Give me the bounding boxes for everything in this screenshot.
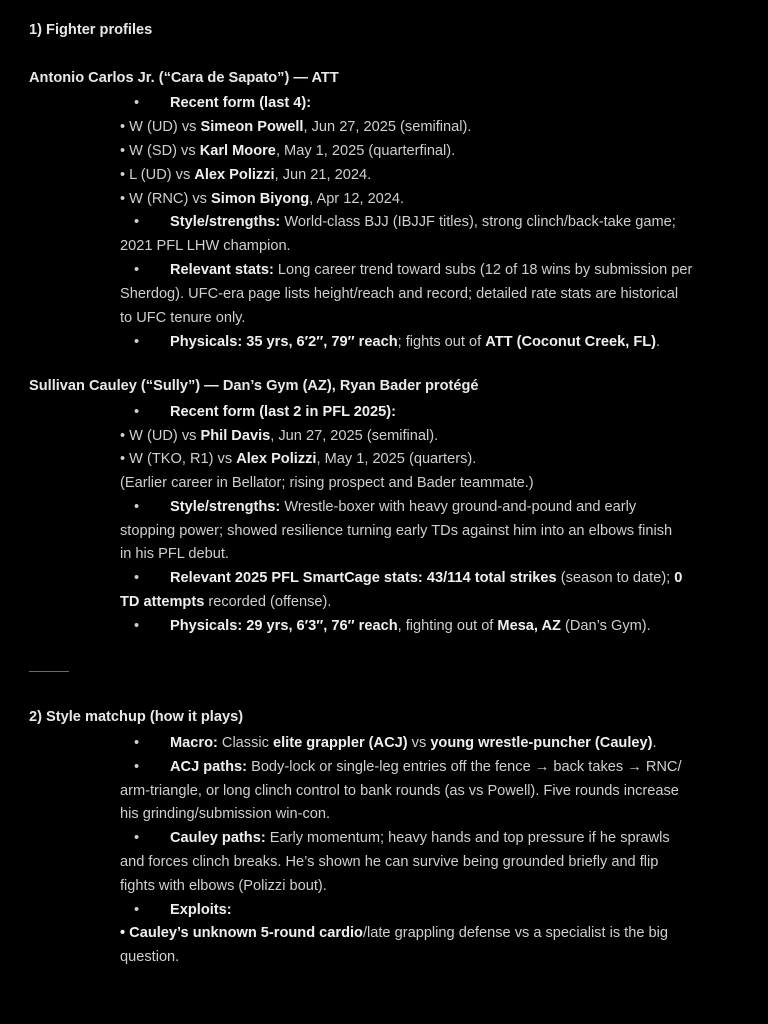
bullet: •: [134, 830, 140, 846]
matchup-acj: ACJ paths: Body-lock or single-leg entries off the fence → back takes → RNC/: [170, 759, 682, 775]
section-divider: [29, 671, 69, 672]
f1-result-2: • W (SD) vs Karl Moore, May 1, 2025 (quarterfinal).: [120, 143, 456, 159]
f1-style-cont: 2021 PFL LHW champion.: [120, 238, 291, 254]
f2-career-note: (Earlier career in Bellator; rising prospect and Bader teammate.): [120, 475, 534, 491]
exploit-1: • Cauley’s unknown 5-round cardio/late grappling defense vs a specialist is the big: [120, 925, 668, 941]
matchup-cauley: Cauley paths: Early momentum; heavy hands and top pressure if he sprawls: [170, 830, 670, 846]
f2-physicals: Physicals: 29 yrs, 6′3″, 76″ reach, fighting out of Mesa, AZ (Dan’s Gym).: [170, 618, 651, 634]
f1-style: Style/strengths: World-class BJJ (IBJJF titles), strong clinch/back-take game;: [170, 214, 676, 230]
f2-stats-cont: TD attempts recorded (offense).: [120, 594, 332, 610]
section2-heading: 2) Style matchup (how it plays): [29, 709, 244, 725]
section1-heading: 1) Fighter profiles: [29, 22, 153, 38]
f1-stats-cont: Sherdog). UFC-era page lists height/reach and record; detailed rate stats are historical: [120, 286, 679, 302]
f1-stats-cont2: to UFC tenure only.: [120, 310, 246, 326]
f2-style-cont2: in his PFL debut.: [120, 546, 229, 562]
f2-result-1: • W (UD) vs Phil Davis, Jun 27, 2025 (semifinal).: [120, 428, 439, 444]
bullet: •: [134, 618, 140, 634]
bullet: •: [134, 759, 140, 775]
matchup-cauley-cont2: fights with elbows (Polizzi bout).: [120, 878, 327, 894]
bullet: •: [134, 570, 140, 586]
bullet: •: [134, 95, 140, 111]
matchup-macro: Macro: Classic elite grappler (ACJ) vs young wrestle-puncher (Cauley).: [170, 735, 657, 751]
f2-style: Style/strengths: Wrestle-boxer with heavy ground-and-pound and early: [170, 499, 637, 515]
f2-recent-form-label: Recent form (last 2 in PFL 2025):: [170, 404, 396, 420]
f1-physicals: Physicals: 35 yrs, 6′2″, 79″ reach; fights out of ATT (Coconut Creek, FL).: [170, 334, 661, 350]
bullet: •: [134, 334, 140, 350]
fighter1-header: Antonio Carlos Jr. (“Cara de Sapato”) — ATT: [29, 70, 339, 86]
matchup-acj-cont: arm-triangle, or long clinch control to bank rounds (as vs Powell). Five rounds increase: [120, 783, 679, 799]
f2-result-2: • W (TKO, R1) vs Alex Polizzi, May 1, 2025 (quarters).: [120, 451, 477, 467]
f1-result-1: • W (UD) vs Simeon Powell, Jun 27, 2025 (semifinal).: [120, 119, 472, 135]
bullet: •: [134, 902, 140, 918]
f2-stats: Relevant 2025 PFL SmartCage stats: 43/114 total strikes (season to date); 0: [170, 570, 683, 586]
f2-style-cont: stopping power; showed resilience turning early TDs against him into an elbows finish: [120, 523, 673, 539]
matchup-acj-cont2: his grinding/submission win-con.: [120, 806, 331, 822]
bullet: •: [134, 404, 140, 420]
bullet: •: [134, 262, 140, 278]
matchup-cauley-cont: and forces clinch breaks. He’s shown he can survive being grounded briefly and flip: [120, 854, 659, 870]
bullet: •: [134, 735, 140, 751]
matchup-exploits-label: Exploits:: [170, 902, 232, 918]
bullet: •: [134, 499, 140, 515]
f1-result-4: • W (RNC) vs Simon Biyong, Apr 12, 2024.: [120, 191, 405, 207]
f1-stats: Relevant stats: Long career trend toward subs (12 of 18 wins by submission per: [170, 262, 693, 278]
f1-result-3: • L (UD) vs Alex Polizzi, Jun 21, 2024.: [120, 167, 372, 183]
f1-recent-form-label: Recent form (last 4):: [170, 95, 312, 111]
fighter2-header: Sullivan Cauley (“Sully”) — Dan’s Gym (AZ), Ryan Bader protégé: [29, 378, 479, 394]
exploit-1-cont: question.: [120, 949, 180, 965]
bullet: •: [134, 214, 140, 230]
